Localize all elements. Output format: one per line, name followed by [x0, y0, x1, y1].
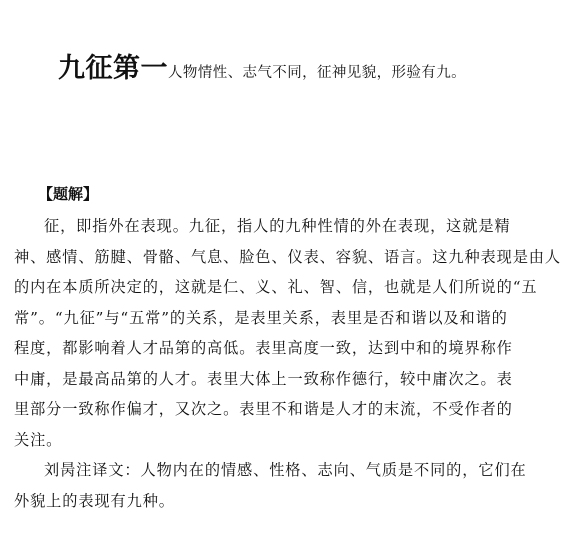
paragraph-line: 的内在本质所决定的，这就是仁、义、礼、智、信，也就是人们所说的“五 — [14, 278, 538, 296]
paragraph-line: 外貌上的表现有九种。 — [14, 491, 175, 510]
section-heading: 【题解】 — [38, 185, 99, 203]
paragraph-line: 里部分一致称作偏才，又次之。表里不和谐是人才的末流，不受作者的 — [14, 400, 513, 418]
chapter-title-main: 九征第一 — [58, 53, 168, 84]
paragraph-line: 关注。 — [14, 430, 63, 449]
paragraph-line: 中庸，是最高品第的人才。表里大体上一致称作德行，较中庸次之。表 — [14, 369, 513, 388]
paragraph-line: 征，即指外在表现。九征，指人的九种性情的外在表现，这就是精 — [44, 217, 511, 235]
chapter-title — [58, 46, 466, 85]
paragraph-line: 刘昺注译文：人物内在的情感、性格、志向、气质是不同的，它们在 — [44, 461, 527, 479]
paragraph-line: 程度，都影响着人才品第的高低。表里高度一致，达到中和的境界称作 — [14, 339, 513, 357]
paragraph-line: 神、感情、筋腱、骨骼、气息、脸色、仪表、容貌、语言。这九种表现是由人 — [14, 247, 561, 266]
body-text — [14, 211, 561, 516]
paragraph-line: 常”。“九征”与“五常”的关系，是表里关系，表里是否和谐以及和谐的 — [14, 308, 508, 327]
chapter-title-subtitle: 人物情性、志气不同，征神见貌，形验有九。 — [168, 65, 466, 81]
